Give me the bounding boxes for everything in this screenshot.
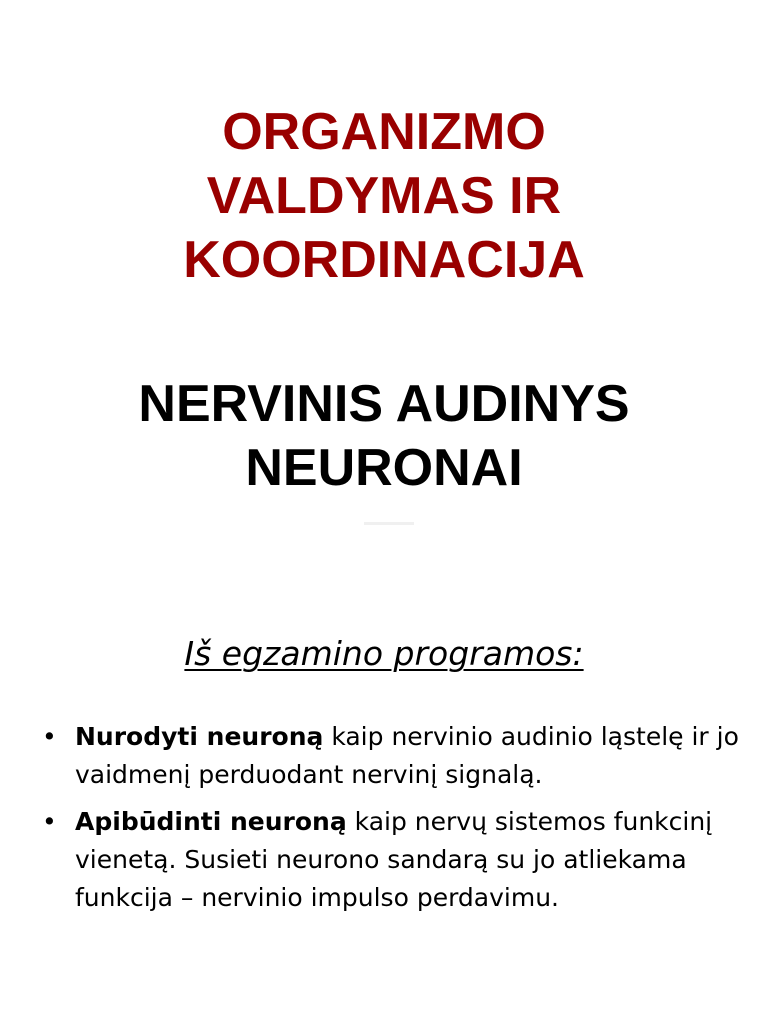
bullet-dot: • [42,722,57,751]
subtitle-line-2: NEURONAI [245,439,523,497]
title-line-3: KOORDINACIJA [183,231,585,289]
list-item-bold-text: Nurodyti neuroną [75,722,324,751]
subtitle-line-1: NERVINIS AUDINYS [138,375,630,433]
faint-watermark-mark [364,522,414,525]
bullet-dot: • [42,807,57,836]
title-line-1: ORGANIZMO [222,103,546,161]
section-heading: Iš egzamino programos: [184,634,584,673]
list-item-text: kaip nervų sistemos funkcinį vienetą. Susieti neurono sandarą su jo atliekama funkcija – nervinio impulso perdavimu. [75,807,713,912]
list-item [42,803,742,917]
list-item-text: kaip nervinio audinio ląstelę ir jo vaidmenį perduodant nervinį signalą. [75,722,739,789]
document-subtitle [0,372,768,500]
list-item-bold-text: Apibūdinti neuroną [75,807,347,836]
bullet-list [42,718,742,926]
document-title [0,100,768,292]
list-item [42,718,742,794]
title-line-2: VALDYMAS IR [206,167,562,225]
